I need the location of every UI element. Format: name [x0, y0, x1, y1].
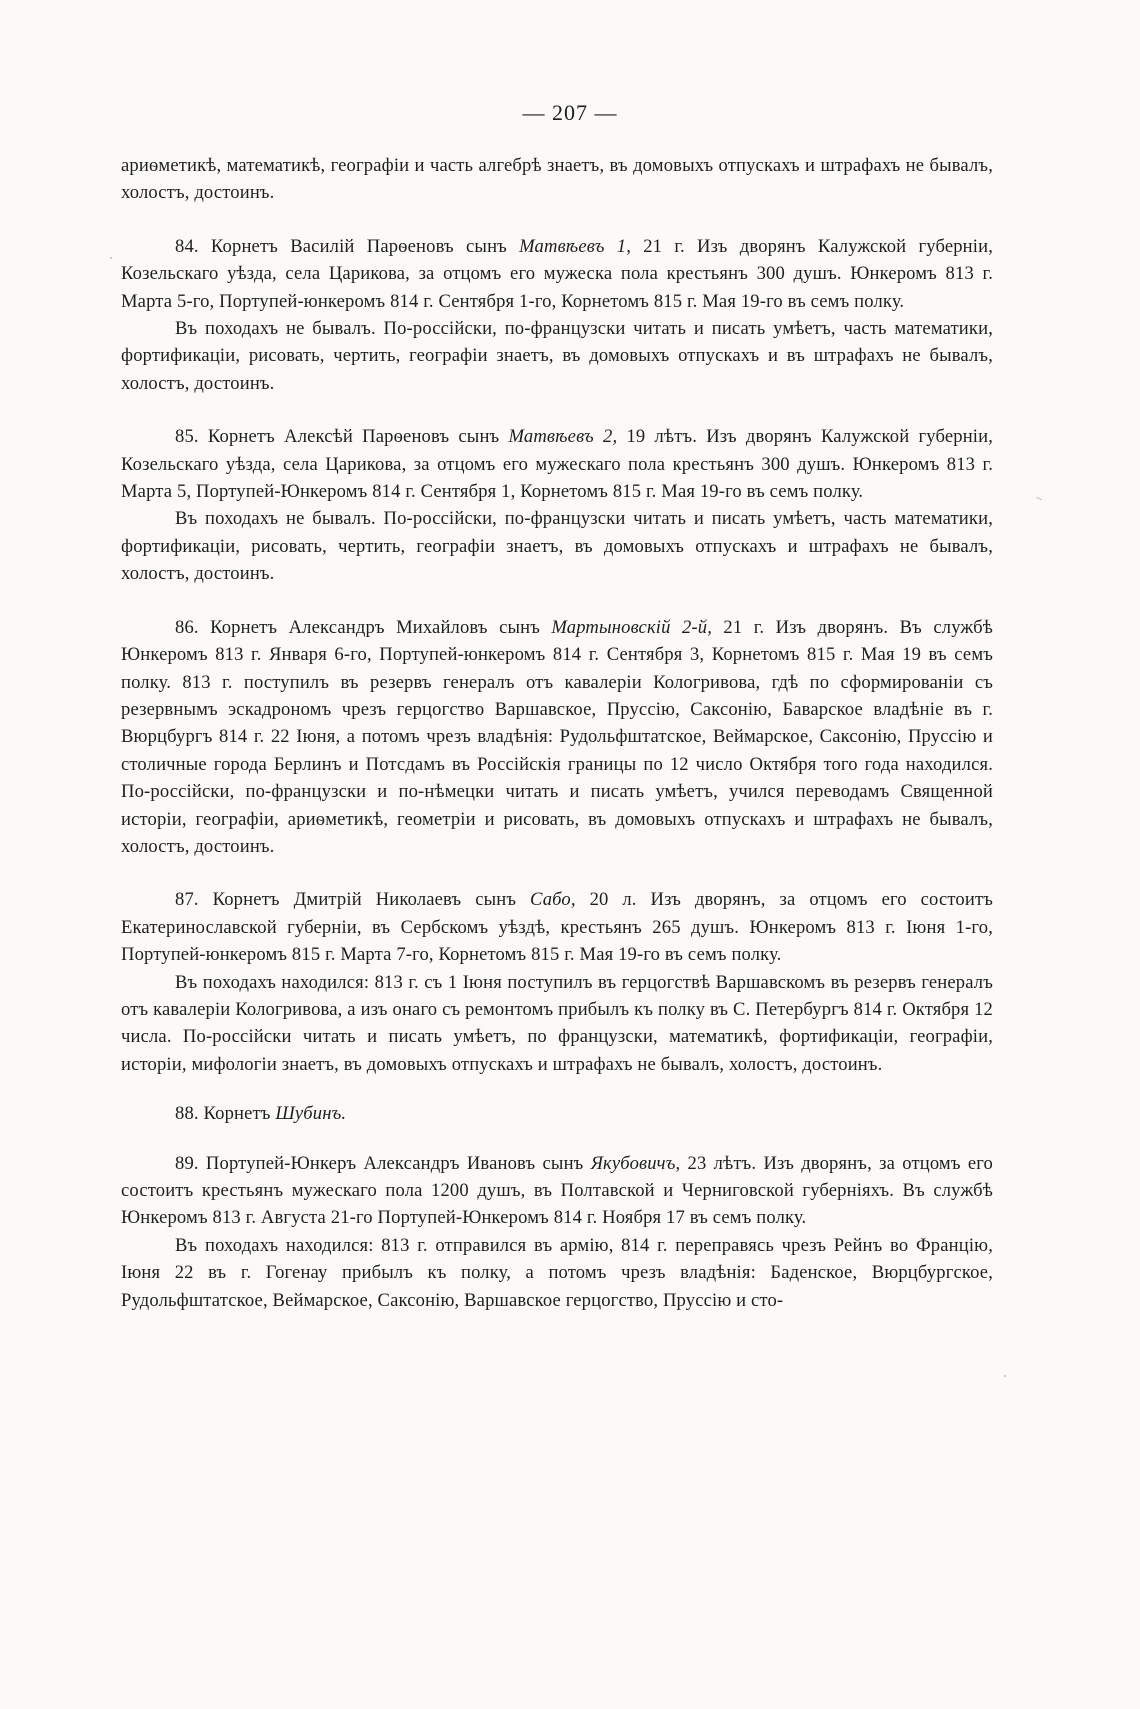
entry-85-heading: 85. Корнетъ Алексѣй Парѳеновъ сынъ Матвѣевъ 2, 19 лѣтъ. Изъ дворянъ Калужской губерніи, Козельскаго уѣзда, села Царикова, за отцомъ его мужескаго пола крестьянъ 300 душъ. Юнкеромъ 813 г. Марта 5, Портупей-Юнкеромъ 814 г. Сентября 1, Корнетомъ 815 г. Мая 19-го въ семъ полку. — [121, 426, 994, 503]
entry-87-detail: Въ походахъ находился: 813 г. съ 1 Іюня поступилъ въ герцогствѣ Варшавскомъ въ резервъ генералъ отъ кавалеріи Кологривова, а изъ онаго съ ремонтомъ прибылъ къ полку въ С. Петербургъ 814 г. Октября 12 числа. По-россійски читать и писать умѣетъ, по французски, математикѣ, фортификаціи, географіи, исторіи, мифологіи знаетъ, въ домовыхъ отпускахъ и штрафахъ не бывалъ, холостъ, достоинъ. — [121, 971, 993, 1075]
document-body — [121, 152, 993, 1314]
entry-84-heading: 84. Корнетъ Василій Парѳеновъ сынъ Матвѣевъ 1, 21 г. Изъ дворянъ Калужской губерніи, Козельскаго уѣзда, села Царикова, за отцомъ его мужеска пола крестьянъ 300 душъ. Юнкеромъ 813 г. Марта 5-го, Портупей-юнкеромъ 814 г. Сентября 1-го, Корнетомъ 815 г. Мая 19-го въ семъ полку. — [121, 235, 993, 312]
entry-85-detail: Въ походахъ не бывалъ. По-россійски, по-французски читать и писать умѣетъ, часть математики, фортификаціи, рисовать, чертить, географіи знаетъ, въ домовыхъ отпускахъ и штрафахъ не бывалъ, холостъ, достоинъ. — [121, 508, 993, 585]
entry-88-heading: 88. Корнетъ Шубинъ. — [175, 1103, 347, 1125]
entry-84-surname: Матвѣевъ 1, — [519, 235, 631, 257]
entry-88-surname: Шубинъ. — [275, 1103, 347, 1125]
paper-speck — [110, 257, 112, 259]
entry-86-surname: Мартыновскій 2-й, — [551, 616, 713, 638]
entry-87-heading: 87. Корнетъ Дмитрій Николаевъ сынъ Сабо, 20 л. Изъ дворянъ, за отцомъ его состоитъ Екатеринославской губерніи, въ Сербскомъ уѣздѣ, крестьянъ 265 душъ. Юнкеромъ 813 г. Іюня 1-го, Портупей-юнкеромъ 815 г. Марта 7-го, Корнетомъ 815 г. Мая 19-го въ семъ полку. — [121, 889, 993, 966]
entry-85-surname: Матвѣевъ 2, — [508, 426, 618, 448]
page-number: — 207 — — [522, 100, 618, 125]
paper-speck — [1004, 1375, 1006, 1377]
entry-89-surname: Якубовичъ, — [590, 1152, 681, 1174]
paper-speck — [1036, 497, 1042, 500]
entry-87-surname: Сабо, — [530, 889, 576, 911]
entry-89-heading: 89. Портупей-Юнкеръ Александръ Ивановъ сынъ Якубовичъ, 23 лѣтъ. Изъ дворянъ, за отцомъ его состоитъ крестьянъ мужескаго пола 1200 душъ, въ Полтавской и Черниговской губерніяхъ. Въ службѣ Юнкеромъ 813 г. Августа 21-го Портупей-Юнкеромъ 814 г. Ноября 17 въ семъ полку. — [121, 1152, 994, 1229]
entry-89-detail: Въ походахъ находился: 813 г. отправился въ армію, 814 г. переправясь чрезъ Рейнъ во Францію, Іюня 22 въ г. Гогенау прибылъ къ полку, а потомъ чрезъ владѣнія: Баденское, Вюрцбургское, Рудольфштатское, Веймарское, Саксонію, Варшавское герцогство, Пруссію и сто- — [121, 1234, 993, 1311]
entry-84-detail: Въ походахъ не бывалъ. По-россійски, по-французски читать и писать умѣетъ, часть математики, фортификаціи, рисовать, чертить, географіи знаетъ, въ домовыхъ отпускахъ и въ штрафахъ не бывалъ, холостъ, достоинъ. — [121, 318, 993, 394]
entry-86-heading: 86. Корнетъ Александръ Михайловъ сынъ Мартыновскій 2-й, 21 г. Изъ дворянъ. Въ службѣ Юнкеромъ 813 г. Января 6-го, Портупей-юнкеромъ 814 г. Сентября 3, Корнетомъ 815 г. Мая 19 въ семъ полку. 813 г. поступилъ въ резервъ генералъ отъ кавалеріи Кологривова, гдѣ по сформированіи съ резервнымъ эскадрономъ чрезъ герцогство Варшавское, Пруссію, Саксонію, Баварское владѣніе въ г. Вюрцбургъ 814 г. 22 Іюня, а потомъ чрезъ владѣнія: Рудольфштатское, Веймарское, Саксонію, Пруссію и столичные города Берлинъ и Потсдамъ въ Россійскія границы по 12 число Октября того года находился. По-россійски, по-французски и по-нѣмецки читать и писать умѣетъ, учился переводамъ Священной исторіи, географіи, ариѳметикѣ, геометріи и рисовать, въ домовыхъ отпускахъ и штрафахъ не бывалъ, холостъ, достоинъ. — [121, 616, 993, 857]
opening-paragraph: ариѳметикѣ, математикѣ, географіи и часть алгебрѣ знаетъ, въ домовыхъ отпускахъ и штрафахъ не бывалъ, холостъ, достоинъ. — [121, 155, 993, 204]
